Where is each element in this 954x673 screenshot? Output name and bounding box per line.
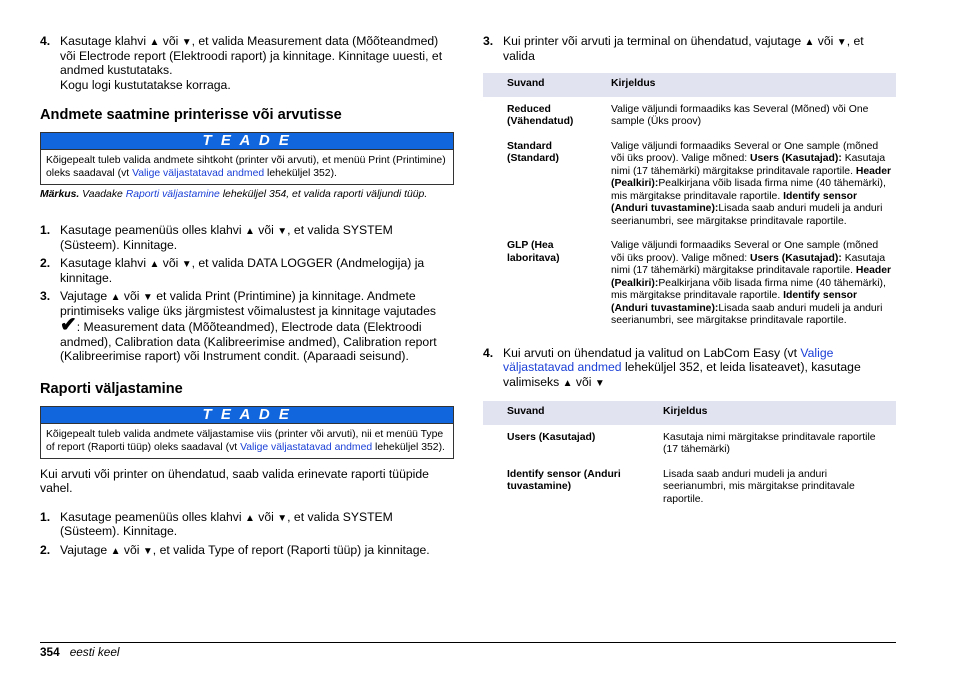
report-paragraph: Kui arvuti või printer on ühendatud, saab valida erinevate raporti tüüpide vahel.	[40, 466, 429, 495]
send-step-3: 3. Vajutage ▲ või ▼ et valida Print (Printimine) ja kinnitage. Andmete printimiseks valige üks järgmistest võimalustest ja kinnitage vajutades ✔: Measurement data (Mõõteandmed), Electrode data (Elektroodi andmed), Calibration data (Kalibreerimise andmed), Calibration report (Kalibreerimise raport) või Instrument condit. (Aparaadi seisund).	[40, 289, 437, 363]
send-step-1: 1. Kasutage peamenüüs olles klahvi ▲ või ▼, et valida SYSTEM (Süsteem). Kinnitage.	[40, 223, 393, 252]
down-arrow-icon: ▼	[181, 259, 192, 270]
table-row: Standard (Standard) Valige väljundi formaadiks Several or One sample (mõned või üks proov). Valige mõned: Users (Kasutajad): Kasutaja nimi (17 tähemärki) märgitakse prinditavale raportile. Header (Pealkiri):Pealkirjana võib lisada firma nime (40 tähemärki), mis märgitakse prinditavale raportile. Identify sensor (Anduri tuvastamine):Lisada saab anduri mudeli ja anduri seerianumbri, see märgitakse prinditavale raportile.	[507, 140, 892, 227]
footer-language: eesti keel	[69, 645, 120, 659]
up-arrow-icon: ▲	[804, 37, 815, 48]
table-header-row: Suvand Kirjeldus	[483, 73, 896, 97]
note: Märkus. Vaadake Raporti väljastamine leheküljel 354, et valida raporti väljundi tüüp.	[40, 189, 428, 200]
link-report-output[interactable]: Raporti väljastamine	[125, 189, 220, 200]
section-heading-send-data: Andmete saatmine printerisse või arvutisse	[40, 107, 342, 123]
down-arrow-icon: ▼	[142, 545, 153, 557]
down-arrow-icon: ▼	[181, 37, 192, 48]
report-step-4: 4. Kui arvuti on ühendatud ja valitud on LabCom Easy (vt Valige väljastatavad andmed leheküljel 352, et leida lisateavet), kasutage valimiseks ▲ või ▼	[483, 345, 861, 389]
page-footer	[40, 642, 896, 660]
table-header-row: Suvand Kirjeldus	[483, 401, 896, 425]
send-step-2: 2. Kasutage klahvi ▲ või ▼, et valida DATA LOGGER (Andmelogija) ja kinnitage.	[40, 256, 425, 285]
up-arrow-icon: ▲	[149, 259, 160, 270]
link-select-output-data[interactable]: Valige väljastatavad andmed	[132, 168, 265, 179]
report-step-2: 2. Vajutage ▲ või ▼, et valida Type of report (Raporti tüüp) ja kinnitage.	[40, 542, 430, 557]
table-row: Identify sensor (Anduri tuvastamine) Lisada saab anduri mudeli ja anduri seerianumbri, mis märgitakse prinditavale raportile.	[507, 468, 855, 505]
up-arrow-icon: ▲	[110, 545, 121, 557]
notice-title: T E A D E	[41, 407, 453, 424]
up-arrow-icon: ▲	[562, 377, 573, 389]
section-heading-report-output: Raporti väljastamine	[40, 380, 183, 397]
page-number: 354	[40, 645, 60, 659]
down-arrow-icon: ▼	[277, 226, 288, 237]
report-type-table	[483, 73, 896, 330]
right-column	[483, 34, 896, 508]
check-icon: ✔	[60, 314, 77, 336]
link-select-output-data[interactable]: Valige väljastatavad andmed	[240, 441, 373, 453]
notice-box-1: T E A D E Kõigepealt tuleb valida andmete sihtkoht (printer või arvuti), et menüü Print (Printimine) oleks saadaval (vt Valige väljastatavad andmed leheküljel 352).	[40, 132, 454, 185]
down-arrow-icon: ▼	[277, 512, 288, 524]
left-column	[40, 34, 454, 561]
table-row: Reduced (Vähendatud) Valige väljundi formaadiks kas Several (Mõned) või One sample (Üks proov)	[507, 103, 869, 127]
delete-step-4: 4. Kasutage klahvi ▲ või ▼, et valida Measurement data (Mõõteandmed) või Electrode report (Elektroodi raport) ja kinnitage. Kinnitage uuesti, et andmed kustutataks. Kogu logi kustutatakse korraga.	[40, 34, 443, 92]
notice-box-2: T E A D E Kõigepealt tuleb valida andmete väljastamise viis (printer või arvuti), nii et menüü Type of report (Raporti tüüp) oleks saadaval (vt Valige väljastatavad andmed leheküljel 352).	[40, 406, 454, 459]
down-arrow-icon: ▼	[142, 292, 153, 303]
up-arrow-icon: ▲	[244, 512, 255, 524]
report-step-3: 3. Kui printer või arvuti ja terminal on ühendatud, vajutage ▲ või ▼, et valida	[483, 34, 864, 63]
report-step-1: 1. Kasutage peamenüüs olles klahvi ▲ või ▼, et valida SYSTEM (Süsteem). Kinnitage.	[40, 509, 393, 538]
table-row: GLP (Hea laboritava) Valige väljundi formaadiks Several or One sample (mõned või üks proov). Valige mõned: Users (Kasutajad): Kasutaja nimi (17 tähemärki) märgitakse prinditavale raportile. Header (Pealkiri):Pealkirjana võib lisada firma nime (40 tähemärki), mis märgitakse prinditavale raportile. Identify sensor (Anduri tuvastamine):Lisada saab anduri mudeli ja anduri seerianumbri, see märgitakse prinditavale raportile.	[507, 240, 892, 326]
down-arrow-icon: ▼	[836, 37, 847, 48]
up-arrow-icon: ▲	[244, 226, 255, 237]
table-row: Users (Kasutajad) Kasutaja nimi märgitakse prinditavale raportile (17 tähemärki)	[507, 431, 876, 455]
notice-title: T E A D E	[41, 133, 453, 150]
link-select-output-data[interactable]: Valige väljastatavad andmed	[503, 345, 834, 374]
labcom-table	[483, 401, 896, 508]
up-arrow-icon: ▲	[110, 292, 121, 303]
down-arrow-icon: ▼	[594, 377, 605, 389]
up-arrow-icon: ▲	[149, 37, 160, 48]
